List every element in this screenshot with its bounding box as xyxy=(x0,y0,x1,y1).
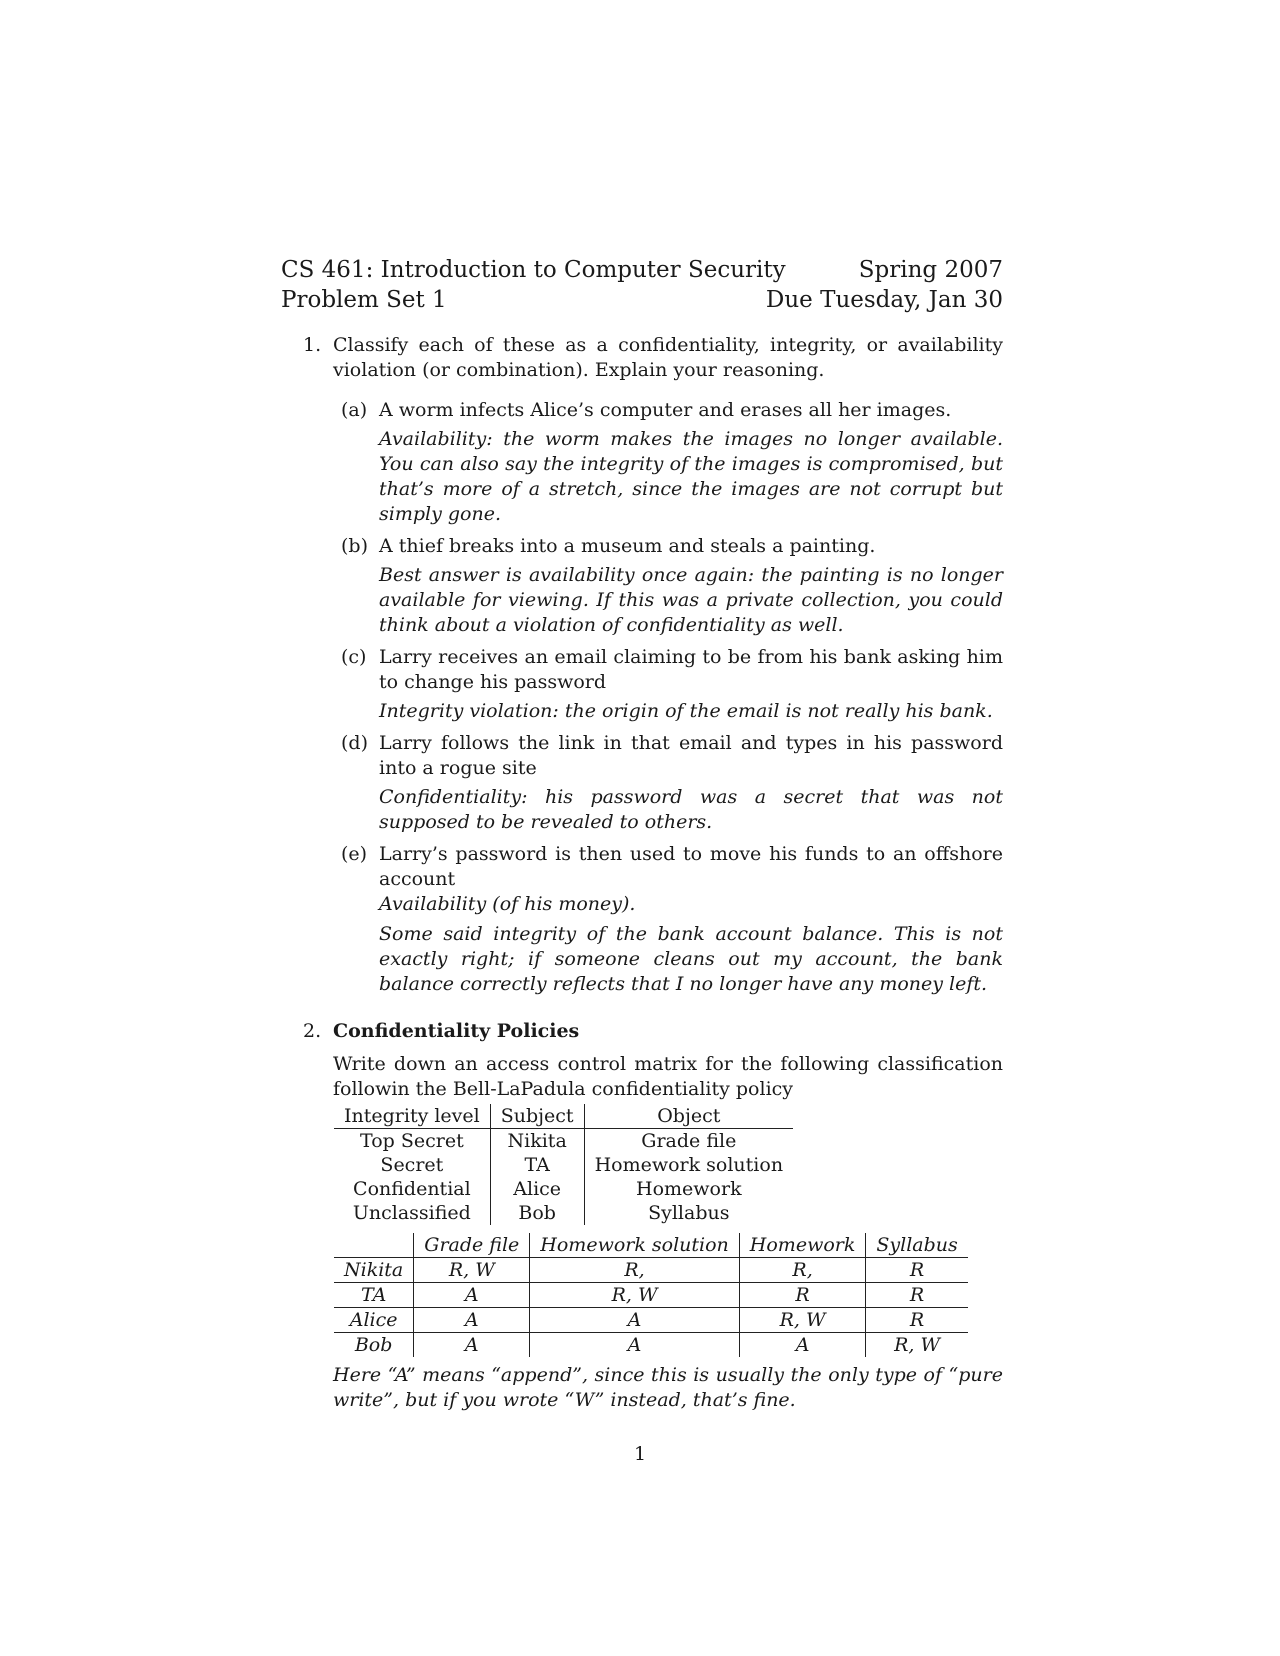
subitem-label: (e) xyxy=(341,843,368,865)
problem-1-text: Classify each of these as a confidentiality, integrity, or availability violation (or combination). Explain your reasoning. xyxy=(333,334,1003,381)
table-cell: Homework solution xyxy=(594,1154,784,1176)
matrix-header-row xyxy=(334,1233,968,1258)
table-cell: Unclassified xyxy=(334,1201,490,1225)
matrix-cell: R xyxy=(739,1283,866,1308)
table-cell: Syllabus xyxy=(648,1202,730,1224)
matrix-cell: R xyxy=(866,1308,968,1333)
matrix-cell: A xyxy=(414,1308,530,1333)
header-cell: Syllabus xyxy=(866,1233,968,1258)
subitem-a xyxy=(333,398,1003,527)
matrix-row xyxy=(334,1308,968,1333)
header-row-1 xyxy=(281,255,1003,285)
page-number: 1 xyxy=(633,1443,647,1465)
subitem-question: Larry follows the link in that email and types in his password into a rogue site xyxy=(379,732,1003,779)
table-row xyxy=(334,1177,793,1201)
header-cell: Homework xyxy=(739,1233,866,1258)
header-cell: Grade file xyxy=(414,1233,530,1258)
term: Spring 2007 xyxy=(858,257,1003,283)
matrix-cell: A xyxy=(414,1333,530,1358)
table-cell: Top Secret xyxy=(334,1129,490,1154)
table-cell: Homework xyxy=(636,1178,742,1200)
matrix-cell: A xyxy=(414,1283,530,1308)
problem-list xyxy=(281,333,1003,1413)
table-cell: Grade file xyxy=(641,1130,737,1152)
problem-2 xyxy=(281,1019,1003,1413)
document-page xyxy=(281,255,1003,1413)
subitem-b xyxy=(333,534,1003,638)
problem-2-description: Write down an access control matrix for the following classification followin the Bell-LaPadula confidentiality policy xyxy=(333,1053,1003,1100)
subitem-answer: Availability: the worm makes the images no longer available. You can also say the integrity of the images is compromised, but that’s more of a stretch, since the images are not corrupt but simply gone. xyxy=(379,428,1003,525)
matrix-row xyxy=(334,1333,968,1358)
classification-table xyxy=(334,1104,793,1225)
table-cell: Secret xyxy=(334,1153,490,1177)
table-row xyxy=(334,1201,793,1225)
course-title: CS 461: Introduction to Computer Security xyxy=(281,257,786,283)
header-cell xyxy=(334,1233,414,1258)
row-header-cell: Bob xyxy=(334,1333,414,1358)
table-cell: TA xyxy=(490,1153,584,1177)
subitem-label: (a) xyxy=(341,399,368,421)
subitem-question: A thief breaks into a museum and steals a painting. xyxy=(379,535,876,557)
matrix-cell: R, W xyxy=(530,1283,740,1308)
problem-1-subitems xyxy=(333,398,1003,997)
matrix-note: Here “A” means “append”, since this is usually the only type of “pure write”, but if you wrote “W” instead, that’s fine. xyxy=(333,1364,1003,1411)
problem-2-title: Confidentiality Policies xyxy=(333,1020,580,1042)
problem-number: 1. xyxy=(303,334,322,356)
row-header-cell: Nikita xyxy=(334,1258,414,1283)
header-row-2 xyxy=(281,285,1003,315)
table-row xyxy=(334,1129,793,1154)
header-cell: Subject xyxy=(490,1104,584,1129)
due-date: Due Tuesday, Jan 30 xyxy=(765,287,1003,313)
problem-number: 2. xyxy=(303,1020,322,1042)
header-cell: Homework solution xyxy=(530,1233,740,1258)
subitem-answer: Best answer is availability once again: the painting is no longer available for viewing. If this was a private collection, you could think about a violation of confidentiality as well. xyxy=(379,564,1003,636)
header-cell: Object xyxy=(584,1104,793,1129)
matrix-cell: R, xyxy=(739,1258,866,1283)
matrix-cell: R, W xyxy=(894,1334,941,1356)
table-row xyxy=(334,1153,793,1177)
table-cell: Nikita xyxy=(490,1129,584,1154)
matrix-cell: R, W xyxy=(414,1258,530,1283)
problem-set-title: Problem Set 1 xyxy=(281,287,447,313)
matrix-row xyxy=(334,1258,968,1283)
row-header-cell: Alice xyxy=(334,1308,414,1333)
subitem-label: (d) xyxy=(341,732,368,754)
matrix-cell: R xyxy=(866,1283,968,1308)
matrix-cell: A xyxy=(530,1308,740,1333)
subitem-answer: Availability (of his money). xyxy=(379,893,636,915)
subitem-label: (c) xyxy=(341,646,367,668)
table-cell: Bob xyxy=(490,1201,584,1225)
matrix-cell: R xyxy=(866,1258,968,1283)
matrix-cell: R, xyxy=(530,1258,740,1283)
subitem-question: Larry receives an email claiming to be from his bank asking him to change his password xyxy=(379,646,1003,693)
table-cell: Confidential xyxy=(334,1177,490,1201)
subitem-answer: Confidentiality: his password was a secret that was not supposed to be revealed to others. xyxy=(379,786,1003,833)
matrix-cell: R, W xyxy=(739,1308,866,1333)
matrix-cell: A xyxy=(739,1333,866,1358)
access-control-matrix xyxy=(334,1233,968,1357)
table-cell: Alice xyxy=(490,1177,584,1201)
header-cell: Integrity level xyxy=(334,1104,490,1129)
subitem-question: Larry’s password is then used to move his funds to an offshore account xyxy=(379,843,1003,890)
subitem-d xyxy=(333,731,1003,835)
table-header-row xyxy=(334,1104,793,1129)
problem-1 xyxy=(281,333,1003,997)
row-header-cell: TA xyxy=(334,1283,414,1308)
subitem-e xyxy=(333,842,1003,997)
matrix-cell: A xyxy=(530,1333,740,1358)
subitem-answer: Integrity violation: the origin of the email is not really his bank. xyxy=(379,700,993,722)
subitem-answer-extra: Some said integrity of the bank account balance. This is not exactly right; if someone cleans out my account, the bank balance correctly reflects that I no longer have any money left. xyxy=(379,923,1003,995)
subitem-c xyxy=(333,645,1003,724)
subitem-question: A worm infects Alice’s computer and erases all her images. xyxy=(379,399,952,421)
subitem-label: (b) xyxy=(341,535,368,557)
matrix-row xyxy=(334,1283,968,1308)
